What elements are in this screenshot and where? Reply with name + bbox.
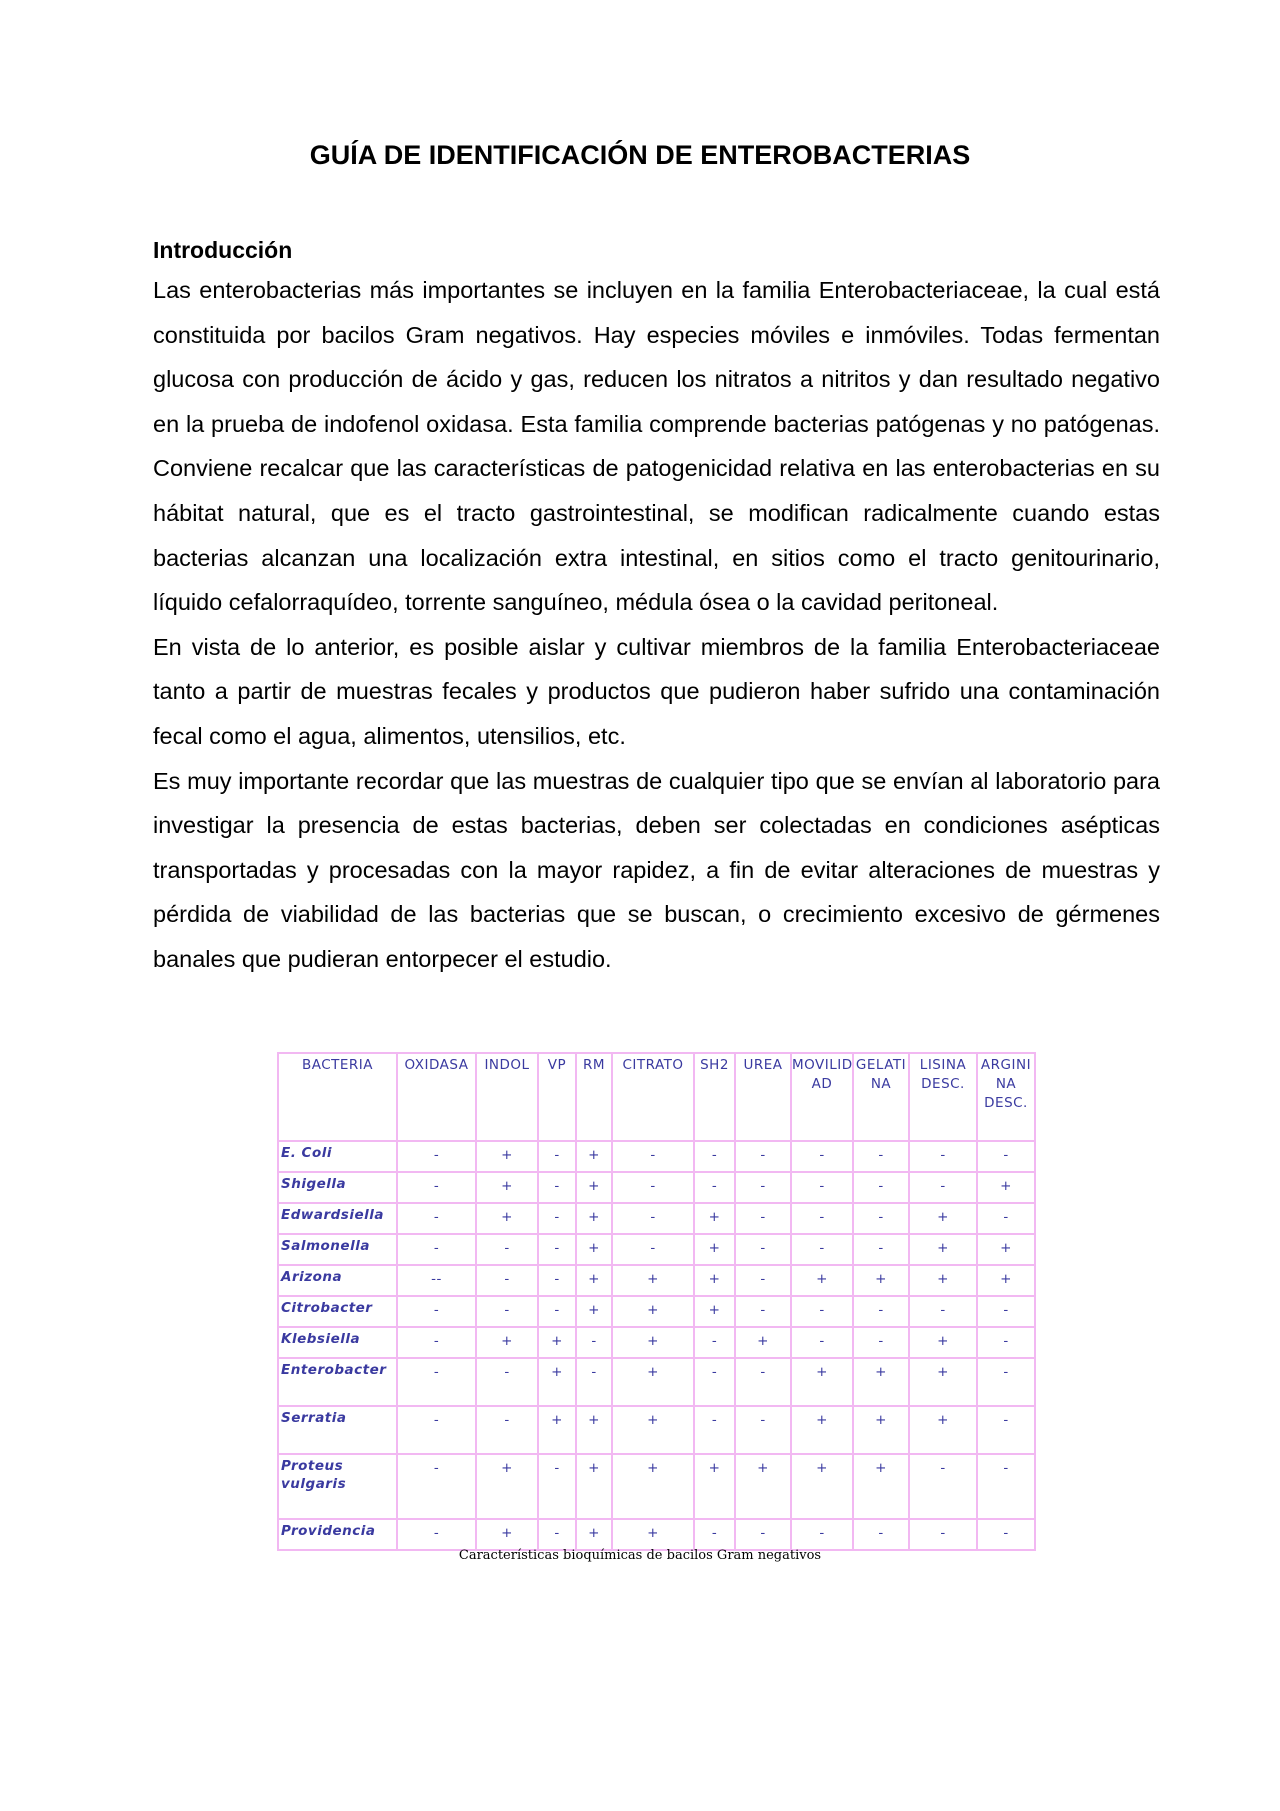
test-result-cell: +: [476, 1454, 538, 1519]
test-result-cell: +: [612, 1519, 694, 1550]
test-result-cell: -: [476, 1265, 538, 1296]
test-result-cell: -: [735, 1172, 791, 1203]
test-result-cell: -: [735, 1406, 791, 1454]
test-result-cell: -: [791, 1296, 853, 1327]
test-result-cell: +: [576, 1234, 612, 1265]
column-header: [476, 1053, 538, 1141]
test-result-cell: +: [853, 1265, 909, 1296]
bacteria-name: Providencia: [278, 1519, 397, 1550]
column-header-text: VP: [547, 1057, 567, 1073]
test-result-cell: +: [909, 1406, 977, 1454]
test-result-cell: -: [397, 1358, 476, 1406]
column-header-text: UREA: [743, 1057, 783, 1073]
test-result-cell: -: [397, 1519, 476, 1550]
test-result-cell: +: [476, 1203, 538, 1234]
test-result-cell: +: [576, 1519, 612, 1550]
test-result-cell: -: [476, 1358, 538, 1406]
column-header-text: ARGINI: [980, 1057, 1032, 1073]
test-result-cell: -: [977, 1406, 1035, 1454]
column-header: [612, 1053, 694, 1141]
test-result-cell: -: [853, 1296, 909, 1327]
column-header-text: RM: [582, 1057, 606, 1073]
test-result-cell: -: [612, 1141, 694, 1172]
test-result-cell: -: [476, 1234, 538, 1265]
test-result-cell: -: [694, 1358, 735, 1406]
test-result-cell: +: [538, 1327, 576, 1358]
test-result-cell: +: [576, 1406, 612, 1454]
test-result-cell: -: [735, 1234, 791, 1265]
test-result-cell: -: [397, 1327, 476, 1358]
column-header: [278, 1053, 397, 1141]
test-result-cell: -: [909, 1141, 977, 1172]
test-result-cell: -: [977, 1141, 1035, 1172]
test-result-cell: +: [576, 1454, 612, 1519]
test-result-cell: -: [612, 1203, 694, 1234]
test-result-cell: -: [612, 1234, 694, 1265]
bacteria-name: [278, 1454, 397, 1519]
table-row: [278, 1172, 1035, 1203]
bacteria-name: Edwardsiella: [278, 1203, 397, 1234]
test-result-cell: -: [397, 1234, 476, 1265]
table-row: [278, 1406, 1035, 1454]
biochemical-table-container: [277, 1052, 1034, 1551]
table-row: [278, 1327, 1035, 1358]
table-row: [278, 1234, 1035, 1265]
test-result-cell: +: [909, 1234, 977, 1265]
test-result-cell: -: [538, 1519, 576, 1550]
table-row: [278, 1519, 1035, 1550]
bacteria-name: Citrobacter: [278, 1296, 397, 1327]
test-result-cell: +: [694, 1296, 735, 1327]
column-header: [853, 1053, 909, 1141]
test-result-cell: -: [538, 1265, 576, 1296]
test-result-cell: -: [977, 1296, 1035, 1327]
column-header: [977, 1053, 1035, 1141]
test-result-cell: -: [853, 1172, 909, 1203]
test-result-cell: -: [694, 1141, 735, 1172]
bacteria-name: Salmonella: [278, 1234, 397, 1265]
test-result-cell: +: [612, 1265, 694, 1296]
test-result-cell: +: [576, 1265, 612, 1296]
test-result-cell: +: [612, 1406, 694, 1454]
column-header-text: LISINA: [919, 1057, 967, 1073]
test-result-cell: +: [694, 1265, 735, 1296]
test-result-cell: +: [612, 1327, 694, 1358]
table-row: [278, 1203, 1035, 1234]
test-result-cell: +: [612, 1358, 694, 1406]
test-result-cell: +: [977, 1234, 1035, 1265]
test-result-cell: --: [397, 1265, 476, 1296]
test-result-cell: -: [977, 1327, 1035, 1358]
table-body: [278, 1141, 1035, 1550]
column-header-text: MOVILID: [792, 1057, 853, 1073]
test-result-cell: +: [735, 1327, 791, 1358]
test-result-cell: -: [909, 1296, 977, 1327]
bacteria-name: Serratia: [278, 1406, 397, 1454]
test-result-cell: -: [791, 1172, 853, 1203]
test-result-cell: -: [476, 1406, 538, 1454]
test-result-cell: +: [476, 1519, 538, 1550]
test-result-cell: +: [977, 1265, 1035, 1296]
test-result-cell: -: [538, 1141, 576, 1172]
test-result-cell: +: [694, 1234, 735, 1265]
test-result-cell: +: [735, 1454, 791, 1519]
introduction-section: [153, 232, 1160, 982]
test-result-cell: +: [476, 1327, 538, 1358]
column-header: [538, 1053, 576, 1141]
bacteria-name: Arizona: [278, 1265, 397, 1296]
paragraph: En vista de lo anterior, es posible aislar y cultivar miembros de la familia Enterobacteriaceae tanto a partir de muestras fecales y productos que pudieron haber sufrido una contaminación fecal como el agua, alimentos, utensilios, etc.: [153, 633, 1160, 749]
test-result-cell: -: [977, 1519, 1035, 1550]
test-result-cell: -: [909, 1172, 977, 1203]
column-header-text: OXIDASA: [404, 1057, 469, 1073]
test-result-cell: +: [538, 1406, 576, 1454]
test-result-cell: +: [791, 1454, 853, 1519]
table-row: [278, 1358, 1035, 1406]
test-result-cell: -: [735, 1265, 791, 1296]
test-result-cell: +: [909, 1327, 977, 1358]
paragraph: Es muy importante recordar que las muestras de cualquier tipo que se envían al laboratorio para investigar la presencia de estas bacterias, deben ser colectadas en condiciones asépticas transportadas y procesadas con la mayor rapidez, a fin de evitar alteraciones de muestras y pérdida de viabilidad de las bacterias que se buscan, o crecimiento excesivo de gérmenes banales que pudieran entorpecer el estudio.: [153, 767, 1160, 972]
test-result-cell: -: [735, 1203, 791, 1234]
test-result-cell: -: [909, 1454, 977, 1519]
test-result-cell: +: [909, 1358, 977, 1406]
test-result-cell: -: [977, 1454, 1035, 1519]
column-header-text: BACTERIA: [301, 1057, 374, 1073]
table-row: [278, 1454, 1035, 1519]
test-result-cell: +: [909, 1265, 977, 1296]
bacteria-name: Shigella: [278, 1172, 397, 1203]
test-result-cell: -: [735, 1358, 791, 1406]
column-header: [909, 1053, 977, 1141]
test-result-cell: +: [576, 1203, 612, 1234]
test-result-cell: +: [476, 1141, 538, 1172]
test-result-cell: -: [694, 1172, 735, 1203]
test-result-cell: -: [397, 1454, 476, 1519]
test-result-cell: -: [538, 1203, 576, 1234]
test-result-cell: -: [977, 1203, 1035, 1234]
test-result-cell: -: [476, 1296, 538, 1327]
test-result-cell: +: [791, 1406, 853, 1454]
test-result-cell: +: [576, 1141, 612, 1172]
test-result-cell: +: [476, 1172, 538, 1203]
column-header: [694, 1053, 735, 1141]
test-result-cell: +: [694, 1454, 735, 1519]
test-result-cell: -: [538, 1172, 576, 1203]
test-result-cell: -: [735, 1141, 791, 1172]
column-header: [576, 1053, 612, 1141]
column-header-text: DESC.: [984, 1095, 1028, 1111]
test-result-cell: -: [735, 1296, 791, 1327]
test-result-cell: -: [538, 1234, 576, 1265]
table-header-row: [278, 1053, 1035, 1141]
document-title: GUÍA DE IDENTIFICACIÓN DE ENTEROBACTERIAS: [309, 140, 971, 170]
test-result-cell: +: [791, 1358, 853, 1406]
bacteria-name: Klebsiella: [278, 1327, 397, 1358]
test-result-cell: -: [612, 1172, 694, 1203]
test-result-cell: +: [853, 1358, 909, 1406]
column-header-text: CITRATO: [622, 1057, 684, 1073]
test-result-cell: -: [576, 1358, 612, 1406]
bacteria-name-line: vulgaris: [281, 1476, 347, 1492]
test-result-cell: -: [397, 1296, 476, 1327]
bacteria-name-line: Proteus: [281, 1458, 344, 1474]
test-result-cell: -: [853, 1234, 909, 1265]
column-header-text: DESC.: [921, 1076, 965, 1092]
test-result-cell: +: [909, 1203, 977, 1234]
column-header-text: AD: [811, 1076, 833, 1092]
test-result-cell: -: [791, 1327, 853, 1358]
test-result-cell: -: [694, 1406, 735, 1454]
test-result-cell: -: [791, 1234, 853, 1265]
test-result-cell: -: [791, 1141, 853, 1172]
test-result-cell: +: [791, 1265, 853, 1296]
test-result-cell: -: [397, 1141, 476, 1172]
column-header: [735, 1053, 791, 1141]
test-result-cell: -: [694, 1327, 735, 1358]
test-result-cell: +: [977, 1172, 1035, 1203]
section-heading-introduccion: Introducción: [153, 237, 293, 263]
test-result-cell: +: [853, 1454, 909, 1519]
test-result-cell: -: [538, 1454, 576, 1519]
test-result-cell: +: [576, 1172, 612, 1203]
test-result-cell: -: [853, 1141, 909, 1172]
column-header: [397, 1053, 476, 1141]
test-result-cell: -: [694, 1519, 735, 1550]
test-result-cell: -: [397, 1203, 476, 1234]
paragraph: Las enterobacterias más importantes se incluyen en la familia Enterobacteriaceae, la cual está constituida por bacilos Gram negativos. Hay especies móviles e inmóviles. Todas fermentan glucosa con producción de ácido y gas, reducen los nitratos a nitritos y dan resultado negativo en la prueba de indofenol oxidasa. Esta familia comprende bacterias patógenas y no patógenas. Conviene recalcar que las características de patogenicidad relativa en las enterobacterias en su hábitat natural, que es el tracto gastrointestinal, se modifican radicalmente cuando estas bacterias alcanzan una localización extra intestinal, en sitios como el tracto genitourinario, líquido cefalorraquídeo, torrente sanguíneo, médula ósea o la cavidad peritoneal.: [153, 277, 1160, 616]
test-result-cell: -: [977, 1358, 1035, 1406]
test-result-cell: -: [909, 1519, 977, 1550]
test-result-cell: +: [853, 1406, 909, 1454]
test-result-cell: -: [397, 1172, 476, 1203]
table-caption: Características bioquímicas de bacilos Gram negativos: [458, 1548, 822, 1563]
column-header-text: GELATI: [855, 1057, 907, 1073]
column-header-text: NA: [870, 1076, 892, 1092]
test-result-cell: -: [538, 1296, 576, 1327]
test-result-cell: +: [538, 1358, 576, 1406]
table-row: [278, 1141, 1035, 1172]
column-header: [791, 1053, 853, 1141]
test-result-cell: -: [791, 1203, 853, 1234]
bacteria-name: E. Coli: [278, 1141, 397, 1172]
test-result-cell: -: [576, 1327, 612, 1358]
table-row: [278, 1265, 1035, 1296]
test-result-cell: -: [397, 1406, 476, 1454]
test-result-cell: -: [853, 1519, 909, 1550]
test-result-cell: +: [612, 1454, 694, 1519]
bacteria-name: Enterobacter: [278, 1358, 397, 1406]
column-header-text: INDOL: [484, 1057, 530, 1073]
test-result-cell: +: [694, 1203, 735, 1234]
test-result-cell: -: [853, 1203, 909, 1234]
test-result-cell: -: [791, 1519, 853, 1550]
test-result-cell: +: [576, 1296, 612, 1327]
test-result-cell: +: [612, 1296, 694, 1327]
test-result-cell: -: [735, 1519, 791, 1550]
biochemical-characteristics-table: [277, 1052, 1036, 1551]
column-header-text: SH2: [700, 1057, 729, 1073]
column-header-text: NA: [995, 1076, 1017, 1092]
test-result-cell: -: [853, 1327, 909, 1358]
table-row: [278, 1296, 1035, 1327]
